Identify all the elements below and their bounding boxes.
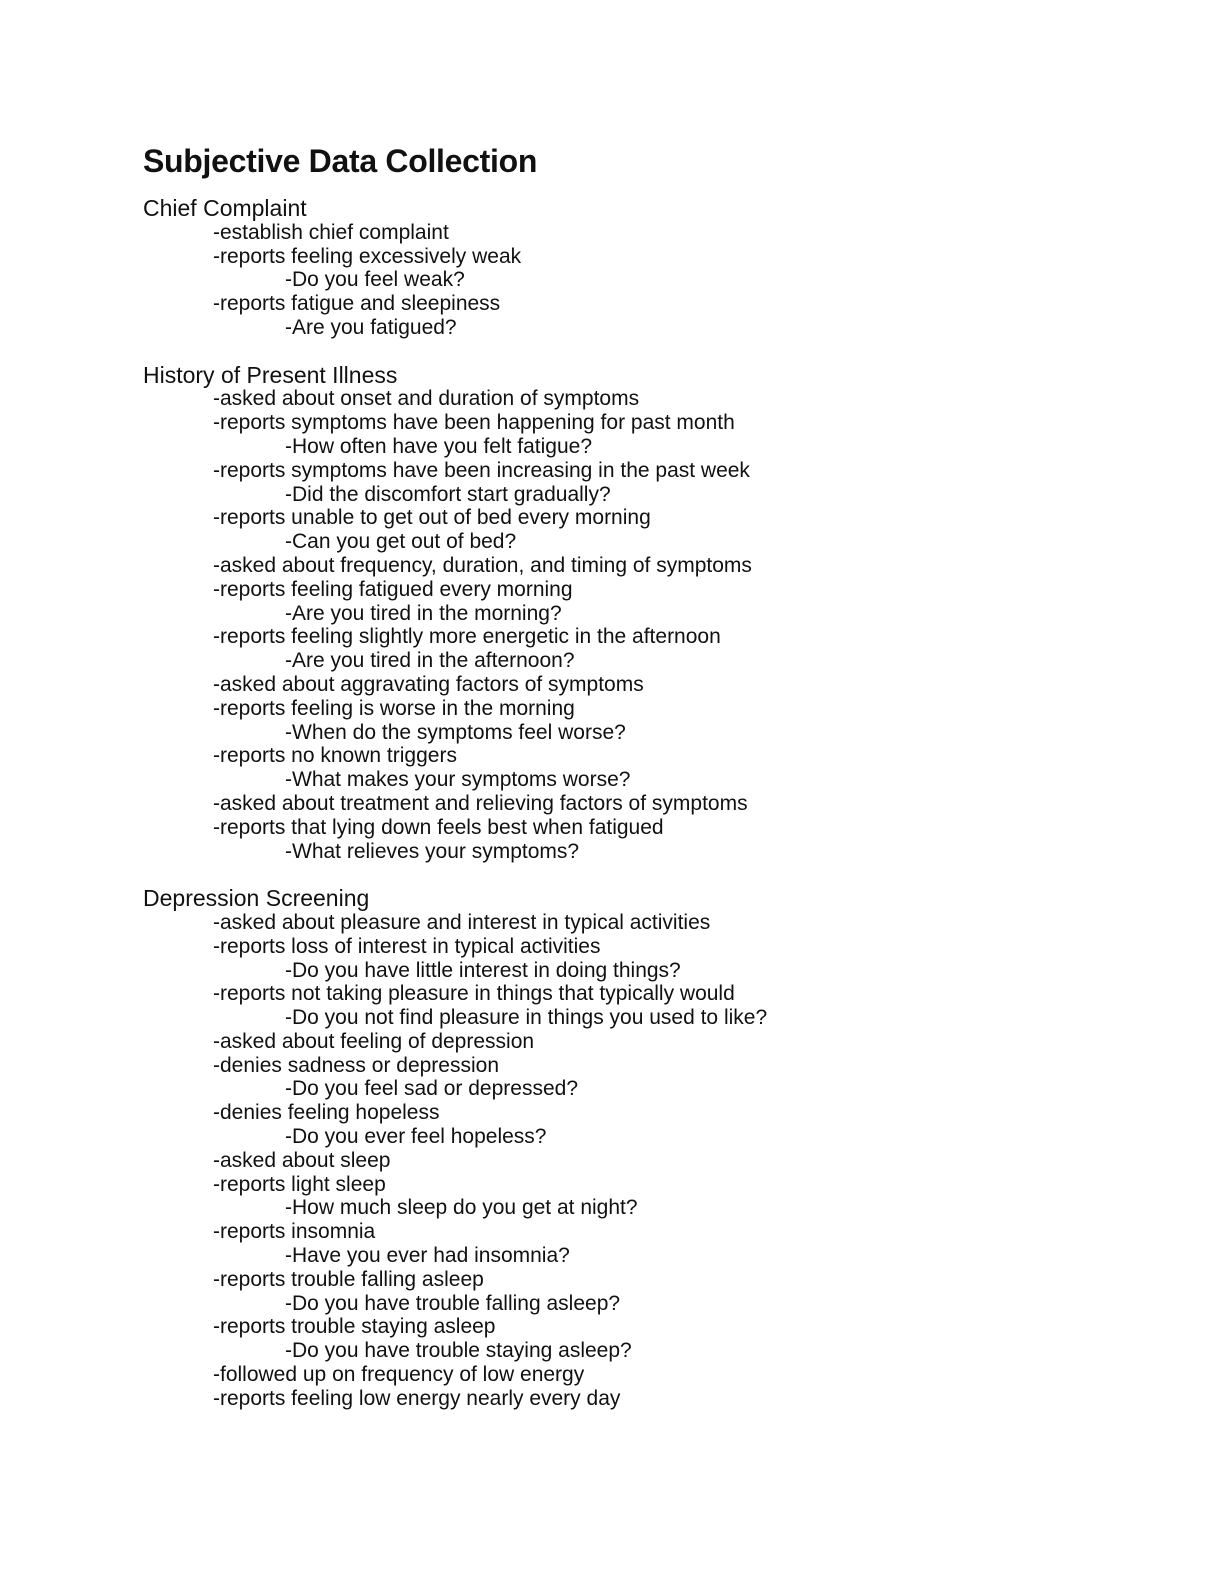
note-line: -asked about aggravating factors of symptoms: [213, 672, 644, 696]
section: [143, 197, 1143, 340]
note-line: -reports feeling is worse in the morning: [213, 696, 575, 720]
section-heading: Depression Screening: [143, 885, 370, 912]
question-line: -Are you tired in the afternoon?: [285, 649, 575, 673]
question-line: -Have you ever had insomnia?: [285, 1244, 570, 1268]
question-line: -How often have you felt fatigue?: [285, 434, 593, 458]
note-line: -asked about frequency, duration, and timing of symptoms: [213, 553, 752, 577]
question-line: -Are you fatigued?: [285, 315, 457, 339]
question-line: -Do you feel sad or depressed?: [285, 1077, 579, 1101]
note-line: -reports not taking pleasure in things that typically would: [213, 982, 735, 1006]
sections-container: [143, 197, 1143, 1411]
question-line: -Do you have trouble staying asleep?: [285, 1339, 632, 1363]
note-line: -asked about treatment and relieving factors of symptoms: [213, 791, 748, 815]
note-line: -reports feeling excessively weak: [213, 244, 522, 268]
note-line: -reports trouble staying asleep: [213, 1315, 496, 1339]
note-line: -asked about sleep: [213, 1148, 391, 1172]
note-line: -reports feeling low energy nearly every day: [213, 1386, 621, 1410]
note-line: -asked about feeling of depression: [213, 1029, 535, 1053]
note-line: -reports feeling slightly more energetic in the afternoon: [213, 625, 721, 649]
question-line: -Did the discomfort start gradually?: [285, 482, 611, 506]
note-line: -reports loss of interest in typical activities: [213, 934, 601, 958]
question-line: -Do you not find pleasure in things you used to like?: [285, 1006, 768, 1030]
question-line: -What makes your symptoms worse?: [285, 768, 631, 792]
note-line: -reports fatigue and sleepiness: [213, 292, 501, 316]
document-page: [143, 141, 1143, 1434]
question-line: -How much sleep do you get at night?: [285, 1196, 638, 1220]
section-heading: Chief Complaint: [143, 195, 307, 221]
note-line: -followed up on frequency of low energy: [213, 1363, 585, 1387]
note-line: -reports feeling fatigued every morning: [213, 577, 573, 601]
note-line: -establish chief complaint: [213, 220, 449, 244]
note-line: -reports symptoms have been increasing in the past week: [213, 458, 750, 482]
question-line: -Do you feel weak?: [285, 268, 465, 292]
note-line: -reports light sleep: [213, 1172, 386, 1196]
question-line: -Can you get out of bed?: [285, 530, 517, 554]
question-line: -Do you have trouble falling asleep?: [285, 1291, 621, 1315]
page-title: Subjective Data Collection: [143, 143, 538, 179]
question-line: -What relieves your symptoms?: [285, 839, 580, 863]
note-line: -reports that lying down feels best when fatigued: [213, 815, 664, 839]
question-line: -Do you have little interest in doing things?: [285, 958, 681, 982]
note-line: -asked about onset and duration of symptoms: [213, 387, 640, 411]
note-line: -denies sadness or depression: [213, 1053, 500, 1077]
section: [143, 361, 1143, 864]
section: [143, 887, 1143, 1411]
note-line: -reports no known triggers: [213, 744, 457, 768]
question-line: -When do the symptoms feel worse?: [285, 720, 626, 744]
section-heading: History of Present Illness: [143, 361, 398, 388]
question-line: -Do you ever feel hopeless?: [285, 1125, 547, 1149]
note-line: -reports unable to get out of bed every morning: [213, 506, 651, 530]
note-line: -asked about pleasure and interest in typical activities: [213, 910, 711, 934]
note-line: -reports trouble falling asleep: [213, 1267, 484, 1291]
note-line: -reports insomnia: [213, 1220, 376, 1244]
note-line: -reports symptoms have been happening for past month: [213, 411, 735, 435]
question-line: -Are you tired in the morning?: [285, 601, 562, 625]
note-line: -denies feeling hopeless: [213, 1101, 440, 1125]
